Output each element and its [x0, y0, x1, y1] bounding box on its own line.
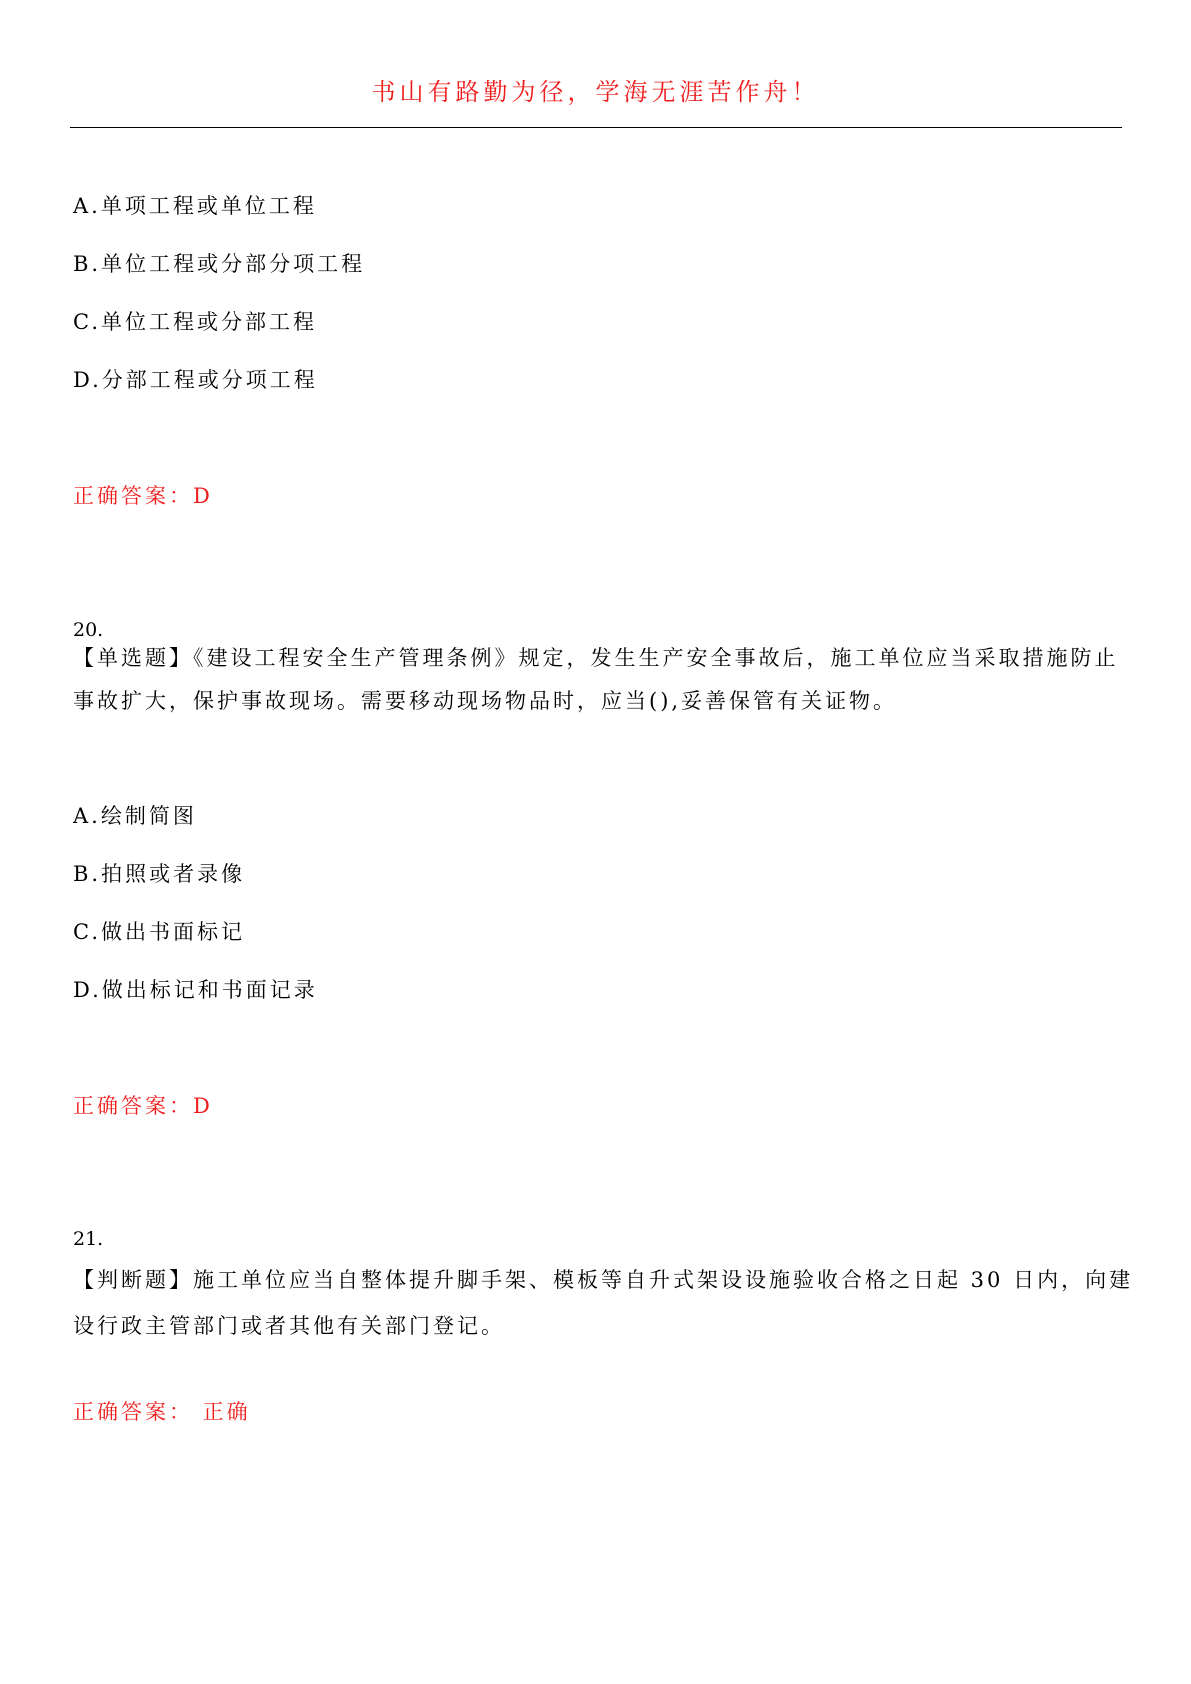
q19-option-a: A.单项工程或单位工程 [73, 194, 317, 218]
q19-option-d: D.分部工程或分项工程 [73, 368, 318, 392]
q19-option-c: C.单位工程或分部工程 [73, 310, 317, 334]
q19-answer: 正确答案：D [73, 484, 213, 508]
q20-option-b: B.拍照或者录像 [73, 862, 246, 886]
q20-stem-line1: 【单选题】《建设工程安全生产管理条例》规定，发生生产安全事故后，施工单位应当采取措施防止 [73, 646, 1119, 670]
q20-option-a: A.绘制简图 [73, 804, 197, 828]
q21-stem-line1: 【判断题】施工单位应当自整体提升脚手架、模板等自升式架设设施验收合格之日起 30 日内，向建 [73, 1268, 1134, 1292]
q19-option-b: B.单位工程或分部分项工程 [73, 252, 366, 276]
q20-number: 20. [73, 619, 104, 641]
q20-option-d: D.做出标记和书面记录 [73, 978, 318, 1002]
q21-answer: 正确答案： 正确 [73, 1400, 251, 1424]
q20-option-c: C.做出书面标记 [73, 920, 245, 944]
q20-answer: 正确答案：D [73, 1094, 213, 1118]
page-header-slogan: 书山有路勤为径，学海无涯苦作舟！ [371, 78, 820, 106]
header-divider [70, 127, 1122, 128]
q21-number: 21. [73, 1228, 104, 1250]
q21-stem-line2: 设行政主管部门或者其他有关部门登记。 [73, 1314, 505, 1338]
q20-stem-line2: 事故扩大，保护事故现场。需要移动现场物品时，应当(),妥善保管有关证物。 [73, 689, 898, 713]
